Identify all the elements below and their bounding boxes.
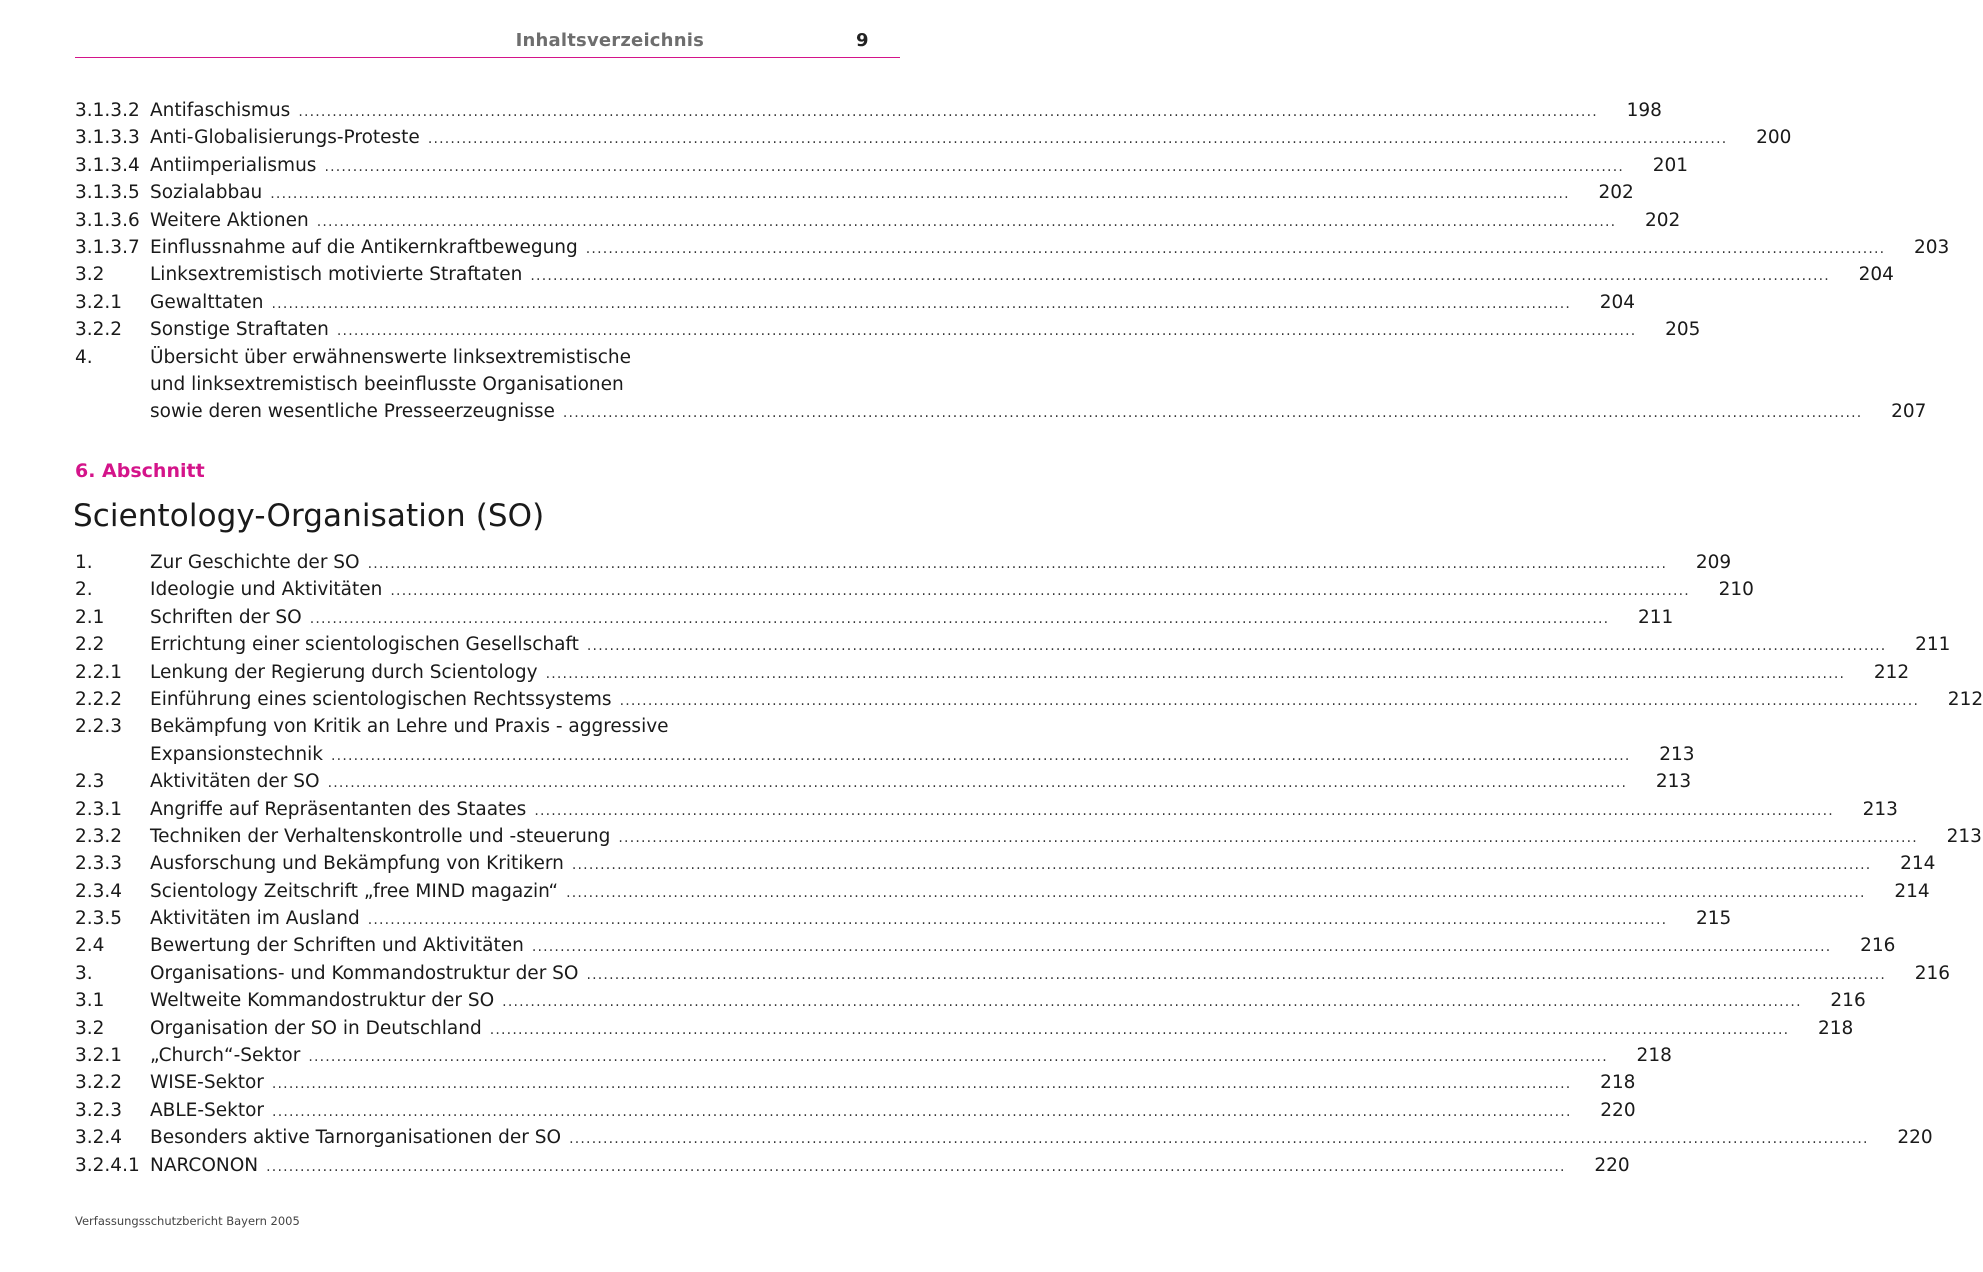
- toc-entry-page: 212: [1947, 688, 1983, 710]
- toc-entry-number: 3.2.1: [75, 291, 123, 313]
- toc-entry: [75, 398, 1927, 425]
- toc-entry-title: Linksextremistisch motivierte Straftaten: [150, 264, 523, 286]
- toc-entry-title: Bewertung der Schriften und Aktivitäten: [150, 935, 524, 957]
- toc-entry-page: 211: [1637, 606, 1674, 628]
- toc-entry-number: 3.2.4.1: [75, 1154, 140, 1176]
- toc-entry: [75, 878, 1930, 905]
- toc-entry-page: 213: [1946, 825, 1982, 847]
- toc-entry-page: 200: [1756, 127, 1792, 149]
- toc-entry-page: 201: [1652, 154, 1688, 176]
- dot-leader: [569, 1126, 1869, 1153]
- toc-entry-page: 220: [1897, 1127, 1933, 1149]
- toc-entry-number: 3.2.4: [75, 1127, 123, 1149]
- toc-entry-number: 2.2.2: [75, 688, 123, 710]
- toc-entry: [75, 316, 1701, 343]
- dot-leader: [368, 551, 1668, 578]
- toc-entry-page: 216: [1860, 935, 1896, 957]
- toc-entry-title: Gewalttaten: [150, 291, 264, 313]
- dot-leader: [534, 798, 1834, 825]
- toc-entry-number: 2.3.5: [75, 908, 123, 930]
- section-kicker: 6. Abschnitt: [75, 460, 205, 482]
- dot-leader: [272, 291, 1572, 318]
- toc-entry: [75, 549, 1732, 576]
- dot-leader: [308, 1044, 1608, 1071]
- dot-leader: [368, 907, 1668, 934]
- dot-leader: [586, 962, 1886, 989]
- dot-leader: [530, 263, 1830, 290]
- toc-entry-title: Scientology Zeitschrift „free MIND magazin“: [150, 880, 559, 902]
- toc-entry-title: Sonstige Straftaten: [150, 319, 329, 341]
- toc-entry: [75, 234, 1950, 261]
- toc-entry-title: Antifaschismus: [150, 100, 291, 121]
- toc-entry-page: 214: [1900, 853, 1936, 875]
- toc-entry-title: Expansionstechnik: [150, 743, 324, 765]
- toc-entry: [75, 850, 1936, 877]
- toc-entry: [75, 1152, 1630, 1179]
- toc-entry: [75, 960, 1951, 987]
- toc-entry-number: 4.: [75, 346, 93, 368]
- toc-entry-page: 213: [1655, 771, 1692, 793]
- toc-entry-number: 3.1.3.7: [75, 236, 140, 258]
- toc-entry-title: Lenkung der Regierung durch Scientology: [150, 661, 538, 683]
- toc-entry-page: 207: [1891, 401, 1927, 423]
- dot-leader: [390, 578, 1690, 605]
- toc-entry-page: 213: [1862, 798, 1898, 820]
- toc-entry-page: 218: [1600, 1072, 1636, 1094]
- header-rule: [75, 57, 900, 58]
- toc-entry-page: 198: [1626, 100, 1662, 121]
- toc-entry: [75, 604, 1674, 631]
- toc-entry-title: Organisation der SO in Deutschland: [150, 1017, 482, 1039]
- toc-entry-page: 211: [1915, 634, 1951, 656]
- page-number: 9: [856, 30, 869, 51]
- toc-entry-title: Aktivitäten der SO: [150, 771, 320, 793]
- toc-entry-page: 214: [1894, 880, 1930, 902]
- toc-entry-title: Angriffe auf Repräsentanten des Staates: [150, 798, 527, 820]
- dot-leader: [566, 880, 1866, 907]
- toc-entry: [75, 1124, 1933, 1151]
- toc-entry-title: Besonders aktive Tarnorganisationen der SO: [150, 1127, 562, 1149]
- toc-entry-title: „Church“-Sektor: [150, 1045, 301, 1067]
- toc-entry-title: Schriften der SO: [150, 606, 302, 628]
- toc-list-main: [75, 549, 1983, 1179]
- toc-entry: [75, 261, 1894, 288]
- dot-leader: [328, 770, 1628, 797]
- toc-entry: [75, 686, 1983, 713]
- toc-entry: [75, 289, 1636, 316]
- dot-leader: [428, 126, 1728, 153]
- toc-entry: [75, 631, 1951, 658]
- toc-entry-page: 218: [1817, 1017, 1854, 1039]
- toc-entry-number: 2.2.1: [75, 661, 123, 683]
- toc-entry-number: 2.1: [75, 606, 105, 628]
- toc-entry-page: 213: [1659, 743, 1695, 765]
- dot-leader: [272, 1071, 1572, 1098]
- toc-entry: [75, 796, 1898, 823]
- toc-entry-page: 216: [1914, 962, 1951, 984]
- toc-entry-title: Einführung eines scientologischen Rechtssystems: [150, 688, 612, 710]
- toc-entry-title: Weitere Aktionen: [150, 209, 309, 231]
- dot-leader: [586, 236, 1886, 263]
- dot-leader: [266, 1154, 1566, 1181]
- toc-entry-page: 220: [1594, 1154, 1630, 1176]
- toc-entry-number: 2.4: [75, 935, 105, 957]
- toc-entry-number: 3.1.3.3: [75, 127, 140, 149]
- toc-entry-number: 2.3.1: [75, 798, 123, 820]
- dot-leader: [502, 989, 1802, 1016]
- dot-leader: [337, 318, 1637, 345]
- toc-entry-title: Aktivitäten im Ausland: [150, 908, 360, 930]
- toc-entry: [75, 207, 1681, 234]
- toc-entry-page: 210: [1718, 579, 1754, 601]
- toc-entry: [75, 124, 1792, 151]
- toc-entry-title: WISE-Sektor: [150, 1072, 264, 1094]
- toc-entry-page: 216: [1830, 990, 1866, 1012]
- toc-entry-title: sowie deren wesentliche Presseerzeugnisse: [150, 401, 555, 423]
- toc-entry-number: 2.3.4: [75, 880, 123, 902]
- dot-leader: [310, 606, 1610, 633]
- toc-entry-title: ABLE-Sektor: [150, 1099, 265, 1121]
- toc-entry-number: 2.3.3: [75, 853, 123, 875]
- toc-entry-title: Übersicht über erwähnenswerte linksextremistische: [150, 346, 632, 368]
- toc-entry-title: und linksextremistisch beeinflusste Organisationen: [150, 373, 624, 395]
- toc-entry-number: 2.2.3: [75, 716, 123, 738]
- page-footer: Verfassungsschutzbericht Bayern 2005: [75, 1214, 300, 1228]
- toc-entry: [75, 987, 1866, 1014]
- toc-entry-page: 212: [1873, 661, 1910, 683]
- dot-leader: [546, 661, 1846, 688]
- toc-entry: [75, 659, 1910, 686]
- dot-leader: [563, 400, 1863, 427]
- toc-entry: [75, 1097, 1636, 1124]
- toc-entry: [75, 823, 1982, 850]
- toc-entry: [75, 1069, 1636, 1096]
- dot-leader: [620, 688, 1920, 715]
- toc-entry-number: 3.2.1: [75, 1045, 123, 1067]
- dot-leader: [317, 209, 1617, 236]
- toc-entry-number: 3.2.2: [75, 319, 123, 341]
- toc-entry-number: 3.1.3.5: [75, 182, 140, 204]
- toc-entry-number: 3.2: [75, 1017, 105, 1039]
- toc-entry: [75, 1015, 1854, 1042]
- toc-entry-number: 3.2: [75, 264, 105, 286]
- toc-entry-page: 202: [1598, 182, 1634, 204]
- dot-leader: [572, 852, 1872, 879]
- toc-entry-page: 209: [1695, 552, 1732, 573]
- toc-entry-page: 215: [1695, 908, 1732, 930]
- dot-leader: [272, 1099, 1572, 1126]
- toc-entry-title: Weltweite Kommandostruktur der SO: [150, 990, 495, 1012]
- dot-leader: [324, 154, 1624, 181]
- toc-entry-title: Ausforschung und Bekämpfung von Kritikern: [150, 853, 564, 875]
- toc-entry-number: 3.: [75, 962, 93, 984]
- toc-entry: [75, 179, 1634, 206]
- toc-entry-number: 2.2: [75, 634, 105, 656]
- toc-entry-title: Ideologie und Aktivitäten: [150, 579, 383, 601]
- toc-entry-page: 203: [1914, 236, 1950, 258]
- toc-entry: [75, 344, 715, 371]
- toc-entry: [75, 741, 1695, 768]
- toc-entry-title: Organisations- und Kommandostruktur der SO: [150, 962, 579, 984]
- dot-leader: [270, 181, 1570, 208]
- toc-entry-title: Errichtung einer scientologischen Gesellschaft: [150, 634, 579, 656]
- toc-entry-number: 3.1.3.6: [75, 209, 140, 231]
- toc-entry-title: Einflussnahme auf die Antikernkraftbewegung: [150, 236, 578, 258]
- toc-entry: [75, 713, 715, 740]
- toc-entry-page: 218: [1636, 1045, 1672, 1067]
- toc-entry-title: NARCONON: [150, 1154, 259, 1176]
- toc-entry: [75, 576, 1754, 603]
- toc-entry-title: Sozialabbau: [150, 182, 263, 204]
- toc-entry: [75, 768, 1692, 795]
- toc-entry-page: 202: [1644, 209, 1681, 231]
- toc-entry-number: 3.1.3.2: [75, 100, 140, 121]
- header-title: Inhaltsverzeichnis: [515, 30, 704, 51]
- dot-leader: [618, 825, 1918, 852]
- toc-entry: [75, 371, 715, 398]
- dot-leader: [587, 633, 1887, 660]
- toc-entry-title: Anti-Globalisierungs-Proteste: [150, 127, 420, 149]
- dot-leader: [490, 1017, 1790, 1044]
- section-title: Scientology-Organisation (SO): [73, 498, 545, 534]
- toc-entry-number: 3.2.2: [75, 1072, 123, 1094]
- toc-entry-page: 204: [1599, 291, 1636, 313]
- toc-entry: [75, 152, 1688, 179]
- toc-entry-number: 1.: [75, 552, 93, 573]
- toc-entry-title: Antiimperialismus: [150, 154, 317, 176]
- toc-entry: [75, 932, 1896, 959]
- toc-entry-page: 220: [1600, 1099, 1636, 1121]
- toc-entry-number: 3.1.3.4: [75, 154, 140, 176]
- toc-entry-title: Zur Geschichte der SO: [150, 552, 360, 573]
- dot-leader: [331, 743, 1631, 770]
- toc-entry: [75, 97, 1662, 124]
- dot-leader: [532, 934, 1832, 961]
- toc-entry-number: 2.: [75, 579, 93, 601]
- toc-entry-number: 3.1: [75, 990, 105, 1012]
- toc-entry-page: 205: [1665, 319, 1701, 341]
- toc-entry-title: Bekämpfung von Kritik an Lehre und Praxis - aggressive: [150, 716, 669, 738]
- toc-entry-title: Techniken der Verhaltenskontrolle und -steuerung: [150, 825, 611, 847]
- toc-entry-number: 3.2.3: [75, 1099, 123, 1121]
- toc-entry-number: 2.3.2: [75, 825, 123, 847]
- dot-leader: [298, 99, 1598, 126]
- toc-entry-page: 204: [1858, 264, 1894, 286]
- toc-entry: [75, 905, 1732, 932]
- toc-list-top: [75, 97, 1950, 426]
- toc-entry: [75, 1042, 1672, 1069]
- toc-entry-number: 2.3: [75, 771, 105, 793]
